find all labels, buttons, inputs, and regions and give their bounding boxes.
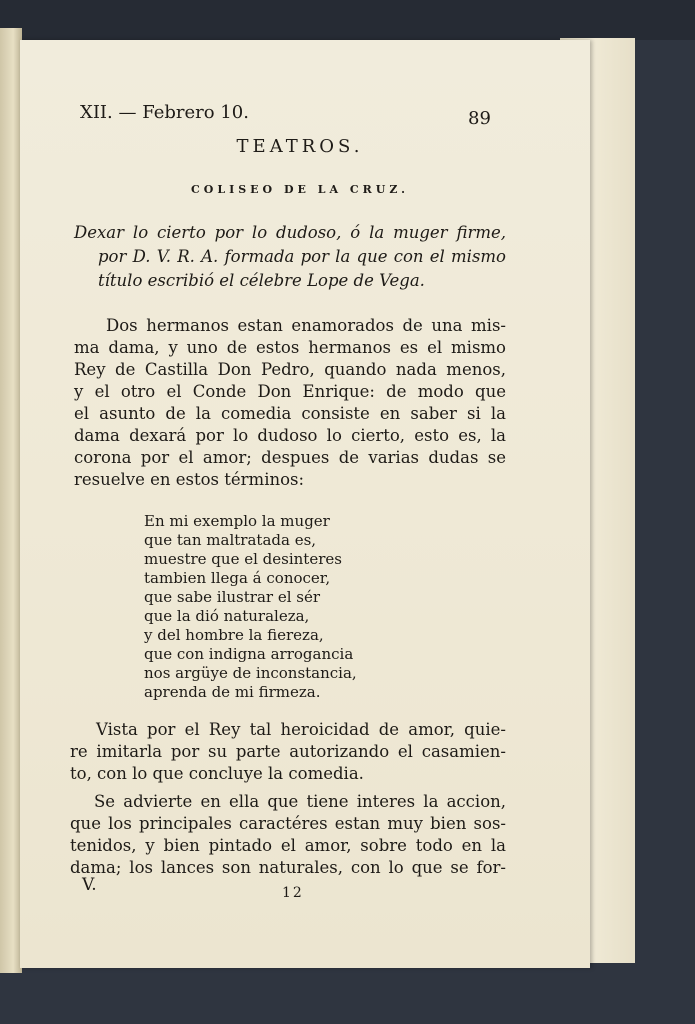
book-page <box>20 40 590 968</box>
paragraph-line: el asunto de la comedia consiste en saber si la <box>74 404 506 423</box>
paragraph-line: to, con lo que concluye la comedia. <box>70 764 364 783</box>
verse-line: y del hombre la fiereza, <box>144 626 324 644</box>
paragraph-line: Rey de Castilla Don Pedro, quando nada menos, <box>74 360 506 379</box>
verse-line: que la dió naturaleza, <box>144 607 310 625</box>
play-title-line: por D. V. R. A. formada por la que con el mismo <box>98 247 506 266</box>
verse-line: En mi exemplo la muger <box>144 512 330 530</box>
paragraph-line: tenidos, y bien pintado el amor, sobre todo en la <box>70 836 506 855</box>
paragraph-line: corona por el amor; despues de varias dudas se <box>74 448 506 467</box>
running-header: XII. — Febrero 10. <box>80 102 249 123</box>
verse-line: nos argüye de inconstancia, <box>144 664 357 682</box>
gathering-number: 12 <box>282 885 304 901</box>
paragraph-line: re imitarla por su parte autorizando el casamien- <box>70 742 506 761</box>
play-title-line: Dexar lo cierto por lo dudoso, ó la muger firme, <box>74 223 506 242</box>
paragraph-line: Dos hermanos estan enamorados de una mis- <box>106 316 506 335</box>
verse-line: tambien llega á conocer, <box>144 569 331 587</box>
paragraph-line: resuelve en estos términos: <box>74 470 305 489</box>
verse-line: aprenda de mi firmeza. <box>144 683 321 701</box>
paragraph-line: Se advierte en ella que tiene interes la accion, <box>94 792 506 811</box>
signature-mark: V. <box>82 875 97 895</box>
verse-line: muestre que el desinteres <box>144 550 342 568</box>
page-content <box>20 40 590 968</box>
paragraph-line: dama dexará por lo dudoso lo cierto, esto es, la <box>74 426 506 445</box>
subsection-title: COLISEO DE LA CRUZ. <box>191 183 409 196</box>
verse-line: que sabe ilustrar el sér <box>144 588 321 606</box>
paragraph-line: que los principales caractéres estan muy bien sos- <box>70 814 506 833</box>
verse-line: que tan maltratada es, <box>144 531 317 549</box>
page-number: 89 <box>468 108 491 129</box>
paragraph-line: y el otro el Conde Don Enrique: de modo que <box>74 382 506 401</box>
paragraph-line: ma dama, y uno de estos hermanos es el mismo <box>74 338 506 357</box>
paragraph-line: dama; los lances son naturales, con lo que se for- <box>70 858 506 877</box>
paragraph-line: Vista por el Rey tal heroicidad de amor, quie- <box>96 720 506 739</box>
facing-page-edge <box>0 28 22 973</box>
dark-backdrop <box>0 0 695 40</box>
verse-line: que con indigna arrogancia <box>144 645 354 663</box>
play-title-line: título escribió el célebre Lope de Vega. <box>98 271 425 290</box>
section-title: TEATROS. <box>236 136 364 157</box>
